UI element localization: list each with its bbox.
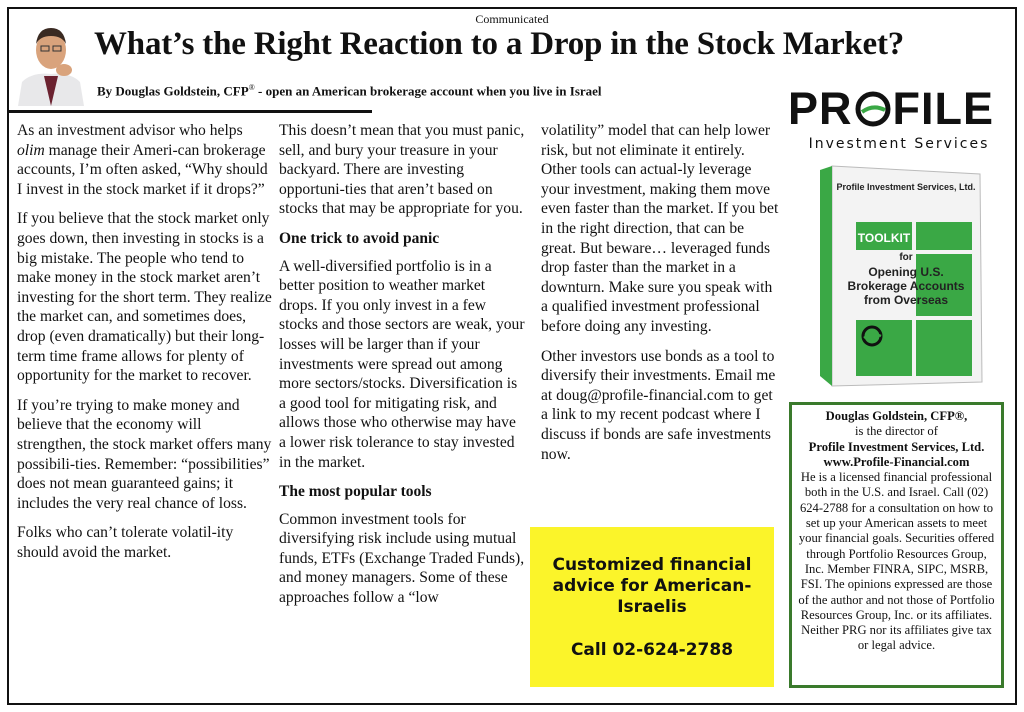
bio-website[interactable] <box>798 455 995 470</box>
bio-name-text: Douglas Goldstein, CFP®, <box>825 409 968 423</box>
byline <box>97 83 602 99</box>
bio-website-text[interactable]: www.Profile-Financial.com <box>823 454 970 469</box>
book-title-line: from Overseas <box>863 293 949 307</box>
author-bio-box <box>789 402 1004 688</box>
promo-box <box>530 527 774 687</box>
paragraph: This doesn’t mean that you must panic, sell, and bury your treasure in your backyard. There are investing opportuni-ties that aren’t based on stocks that may be appropriate for you. <box>279 122 525 218</box>
paragraph: Common investment tools for diversifying risk include using mutual funds, ETFs (Exchange Traded Funds), and money managers. Some of these approaches follow a “low <box>279 510 525 607</box>
promo-line: advice for American- <box>552 576 752 596</box>
logo-wordmark <box>788 83 1010 134</box>
paragraph: If you believe that the stock market only goes down, then investing in stocks is a big mistake. The people who tend to make money in the stock market aren’t investing for the short term. They realize the market can, and sometimes does, drop (even dramatically) but their long-term time frame allows for plenty of opportunity for the market to recover. <box>17 210 272 385</box>
paragraph: volatility” model that can help lower risk, but not eliminate it entirely. Other tools can actual-ly leverage your investment, making them move even faster than the market. If you bet in the right direction, that can be great. But beware… leveraged funds drop faster than the market in a downturn. Make sure you speak with a qualified investment professional before doing any investing. <box>541 122 779 335</box>
article-column-1 <box>17 121 273 572</box>
book-title-line: Brokerage Accounts <box>847 279 965 293</box>
bio-text: He is a licensed financial professional both in the U.S. and Israel. Call (02) 624-2788 for a consultation on how to set up your American assets to meet your financial goals. Securities offered through Portfolio Resources Group, Inc. Member FINRA, SIPC, MSRB, FSI. The opinions expressed are those of the author and not those of Portfolio Resources Group, Inc. or its affiliates. Neither PRG nor its affiliates give tax or legal advice. <box>798 470 995 653</box>
emphasis: olim <box>17 141 45 159</box>
text-run: manage their Ameri-can brokerage accounts, I’m often asked, “Why should I invest in the stock market if it drops?” <box>17 141 268 198</box>
communicated-label: Communicated <box>475 12 549 26</box>
book-title-line: Opening U.S. <box>868 265 944 279</box>
header-rule <box>7 110 372 113</box>
book-company: Profile Investment Services, Ltd. <box>836 182 976 192</box>
author-photo <box>12 14 90 106</box>
author-name: By Douglas Goldstein, CFP <box>97 83 249 99</box>
promo-line: Customized financial <box>552 555 752 575</box>
bio-role: is the director of <box>855 424 938 439</box>
profile-logo <box>788 83 1010 152</box>
book-for: for <box>899 252 913 263</box>
logo-text: FILE <box>892 83 995 134</box>
text-run: As an investment advisor who helps <box>17 122 243 139</box>
article-column-3 <box>541 121 779 474</box>
logo-subtitle: Investment Services <box>808 136 990 152</box>
subheading: One trick to avoid panic <box>279 229 440 247</box>
paragraph <box>17 121 273 199</box>
toolkit-book-image <box>810 160 990 390</box>
promo-line: Israelis <box>617 597 687 617</box>
globe-icon <box>854 90 892 128</box>
paragraph: If you’re trying to make money and believe that the economy will strengthen, the stock market offers many possibili-ties. Remember: “possibilities” does not mean guaranteed gains; it includes the very real chance of loss. <box>17 396 272 512</box>
paragraph: A well-diversified portfolio is in a better position to weather market drops. If you only invest in a few stocks and those sectors are weak, your losses will be larger than if your investments were spread out among more sectors/stocks. Diversification is a good tool for mitigating risk, and allows those who otherwise may have a lower risk tolerance to stay invested in the market. <box>279 257 525 471</box>
article-headline: What’s the Right Reaction to a Drop in the Stock Market? <box>94 26 905 62</box>
registered-mark: ® <box>248 83 255 92</box>
paragraph: Other investors use bonds as a tool to diversify their investments. Email me at doug@profile-financial.com to get a link to my recent podcast where I discuss if bonds are safe investments now. <box>541 347 776 463</box>
byline-tail: - open an American brokerage account when you live in Israel <box>254 83 602 99</box>
bio-company-text: Profile Investment Services, Ltd. <box>808 439 985 454</box>
article-column-2 <box>279 121 525 618</box>
logo-text: PR <box>788 83 853 134</box>
promo-phone: Call 02-624-2788 <box>570 640 734 660</box>
book-toolkit: TOOLKIT <box>857 231 911 245</box>
bio-company <box>798 440 995 455</box>
paragraph: Folks who can’t tolerate volatil-ity should avoid the market. <box>17 524 234 561</box>
subheading: The most popular tools <box>279 483 432 501</box>
bio-name <box>798 409 995 424</box>
